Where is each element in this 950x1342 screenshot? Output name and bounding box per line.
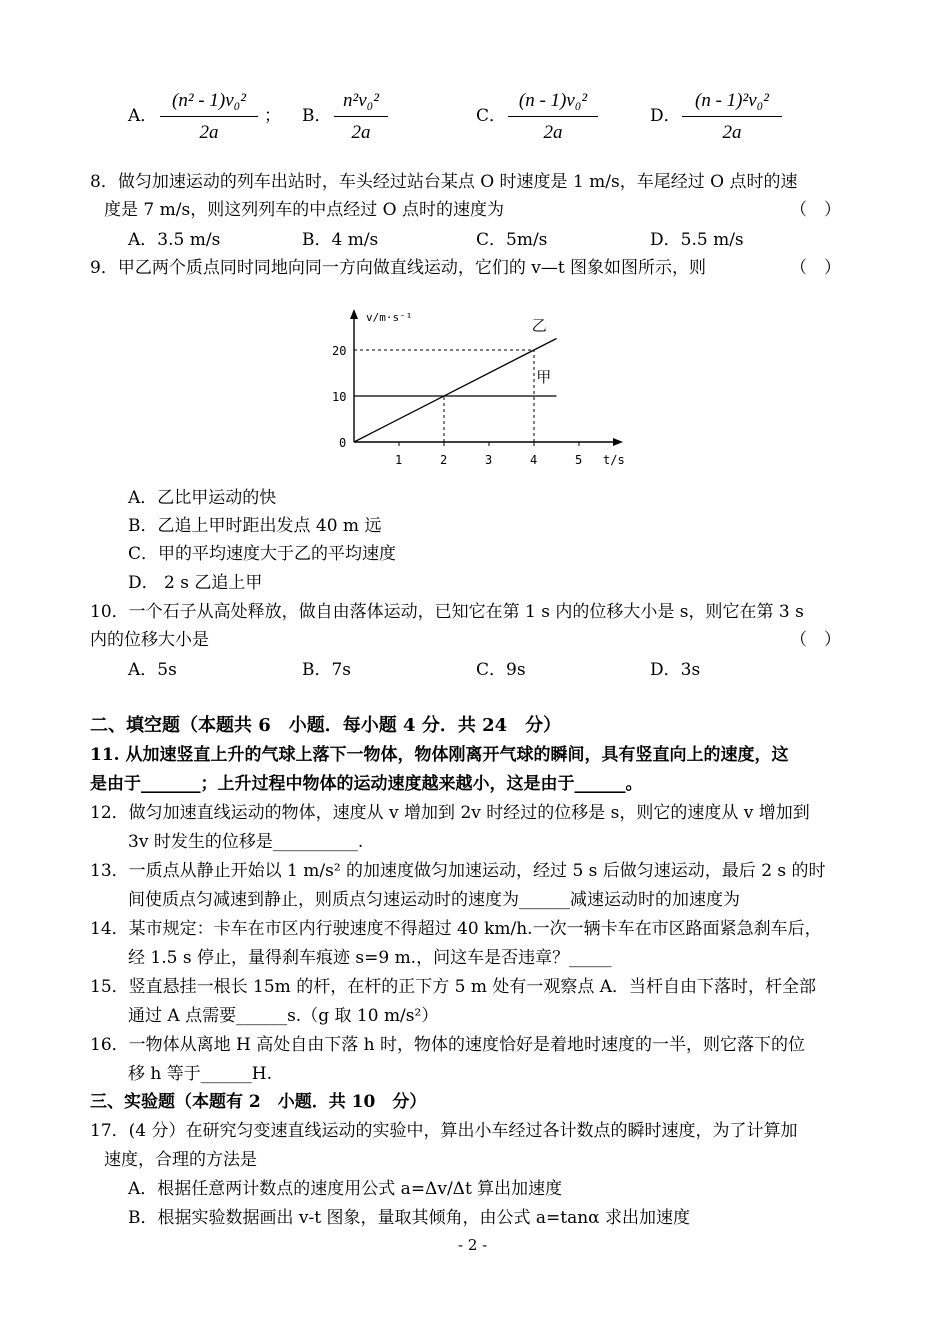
q7-option-d-denominator: 2a [722,122,742,143]
section3-title: 三、实验题（本题有 2 小题．共 10 分） [90,1092,427,1112]
q15-line1: 15．竖直悬挂一根长 15m 的杆，在杆的正下方 5 m 处有一观察点 A．当杆自由下落时，杆全部 [90,977,817,997]
q9-option-d: D． 2 s 乙追上甲 [128,573,263,593]
x-tick-label: 4 [530,453,538,467]
q8-option-c: C．5m/s [476,230,548,250]
q7-option-b-denominator: 2a [351,122,371,143]
q15-line2: 通过 A 点需要______s.（g 取 10 m/s²） [128,1006,439,1026]
q7-option-d-label: D． [650,106,681,126]
q17-option-a: A．根据任意两计数点的速度用公式 a=Δv/Δt 算出加速度 [128,1179,563,1199]
q7-option-b-fraction [334,88,388,145]
page-number: - 2 - [458,1236,488,1254]
q10-line1: 10．一个石子从高处释放，做自由落体运动，已知它在第 1 s 内的位移大小是 s，则它在第 3 s [90,602,804,622]
q7-option-a-numerator: (n² - 1)v₀² [172,90,246,111]
q7-option-c-numerator: (n - 1)v₀² [518,90,588,111]
y-tick-label: 10 [332,390,347,404]
y-axis-label: v/m·s⁻¹ [366,311,413,324]
q9-line1: 9．甲乙两个质点同时同地向同一方向做直线运动，它们的 v—t 图象如图所示，则 [90,258,707,278]
q7-option-b-label: B． [302,106,332,126]
q9-answer-paren: （ ） [790,258,841,278]
y-tick-label: 0 [339,436,347,450]
q17-option-b: B．根据实验数据画出 v-t 图象，量取其倾角，由公式 a=tanα 求出加速度 [128,1208,691,1228]
x-tick-label: 2 [440,453,448,467]
series-line-2 [354,339,557,443]
q17-line1: 17．(4 分）在研究匀变速直线运动的实验中，算出小车经过各计数点的瞬时速度，为了计算加 [90,1121,798,1141]
q16-line1: 16．一物体从离地 H 高处自由下落 h 时，物体的速度恰好是着地时速度的一半，则它落下的位 [90,1035,806,1055]
q7-option-a-denominator: 2a [199,122,219,143]
q17-line2: 速度，合理的方法是 [104,1150,257,1170]
q8-line2: 度是 7 m/s，则这列列车的中点经过 O 点时的速度为 [104,200,504,220]
q11-line2: 是由于_______；上升过程中物体的运动速度越来越小，这是由于______。 [90,774,643,794]
q7-option-d-fraction [682,88,782,145]
q12-line2: 3v 时发生的位移是__________. [128,832,364,852]
q14-line1: 14．某市规定：卡车在市区内行驶速度不得超过 40 km/h.一次一辆卡车在市区路面紧急刹车后， [90,919,822,939]
q7-option-a-label: A． [128,106,158,126]
x-axis-arrow [613,438,623,446]
q13-line2: 间使质点匀减速到静止，则质点匀速运动时的速度为______减速运动时的加速度为 [128,890,740,910]
q9-option-c: C．甲的平均速度大于乙的平均速度 [128,544,397,564]
q11-line1: 11. 从加速竖直上升的气球上落下一物体，物体刚离开气球的瞬间，具有竖直向上的速度，这 [90,745,789,765]
q8-line1: 8．做匀加速运动的列车出站时，车头经过站台某点 O 时速度是 1 m/s，车尾经过 O 点时的速 [90,172,798,192]
x-tick-label: 1 [395,453,403,467]
q8-option-a: A．3.5 m/s [128,230,221,250]
q9-option-a: A．乙比甲运动的快 [128,488,277,508]
q13-line1: 13．一质点从静止开始以 1 m/s² 的加速度做匀加速运动，经过 5 s 后做匀速运动，最后 2 s 的时 [90,861,826,881]
q7-option-b-numerator: n²v₀² [343,90,379,111]
q8-option-d: D．5.5 m/s [650,230,744,250]
q16-line2: 移 h 等于______H. [128,1064,272,1084]
y-tick-label: 20 [332,344,347,358]
q9-option-b: B．乙追上甲时距出发点 40 m 远 [128,516,382,536]
q7-option-c-label: C． [476,106,507,126]
q10-option-c: C．9s [476,660,526,680]
q7-option-d-numerator: (n - 1)²v₀² [695,90,769,111]
vt-chart [326,280,626,476]
y-axis-arrow [350,309,358,319]
x-tick-label: 3 [485,453,493,467]
q10-option-b: B．7s [302,660,352,680]
q7-option-c-fraction [508,88,598,145]
q12-line1: 12．做匀加速直线运动的物体，速度从 v 增加到 2v 时经过的位移是 s，则它的速度从 v 增加到 [90,803,810,823]
q10-line2: 内的位移大小是 [90,630,209,650]
q7-separator: ； [264,106,281,126]
series-label-1: 甲 [536,368,552,387]
q8-answer-paren: （ ） [790,200,841,220]
q8-option-b: B．4 m/s [302,230,379,250]
series-label-2: 乙 [531,316,547,335]
q14-line2: 经 1.5 s 停止，量得刹车痕迹 s=9 m.，问这车是否违章？_____ [128,948,612,968]
q10-answer-paren: （ ） [790,630,841,650]
x-tick-label: 5 [575,453,583,467]
q7-option-c-denominator: 2a [543,122,563,143]
x-axis-label: t/s [603,453,625,467]
q10-option-d: D．3s [650,660,701,680]
q10-option-a: A．5s [128,660,177,680]
section2-title: 二、填空题（本题共 6 小题．每小题 4 分．共 24 分） [90,715,562,736]
q7-option-a-fraction [160,88,258,145]
